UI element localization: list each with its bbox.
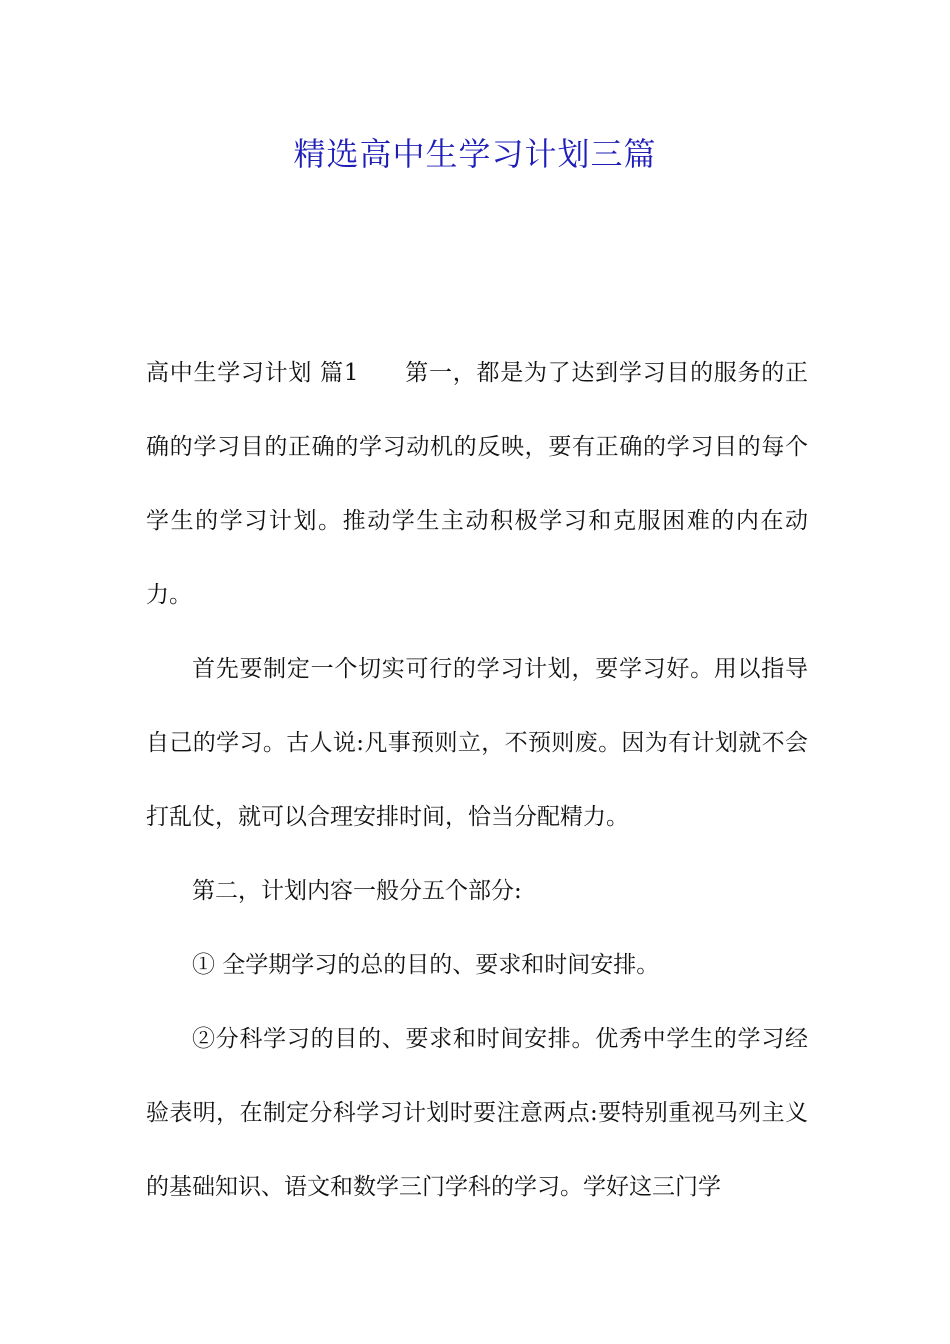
page-title: 精选高中生学习计划三篇 — [293, 135, 657, 173]
paragraph-1-text: 第一，都是为了达到学习目的服务的正确的学习目的正确的学习动机的反映，要有正确的学习目的每个学生的学习计划。推动学生主动积极学习和克服困难的内在动力。 — [146, 360, 809, 608]
paragraph-4: ① 全学期学习的总的目的、要求和时间安排。 — [192, 952, 660, 978]
paragraph-5: ②分科学习的目的、要求和时间安排。优秀中学生的学习经验表明，在制定分科学习计划时要注意两点:要特别重视马列主义的基础知识、语文和数学三门学科的学习。学好这三门学 — [146, 1026, 808, 1200]
paragraph-2: 首先要制定一个切实可行的学习计划，要学习好。用以指导自己的学习。古人说:凡事预则立，不预则废。因为有计划就不会打乱仗，就可以合理安排时间，恰当分配精力。 — [146, 656, 808, 830]
document-body — [146, 336, 808, 1224]
paragraph-1 — [146, 336, 808, 632]
paragraph-3: 第二，计划内容一般分五个部分: — [192, 878, 522, 904]
section-label: 高中生学习计划 篇1 — [146, 360, 359, 386]
